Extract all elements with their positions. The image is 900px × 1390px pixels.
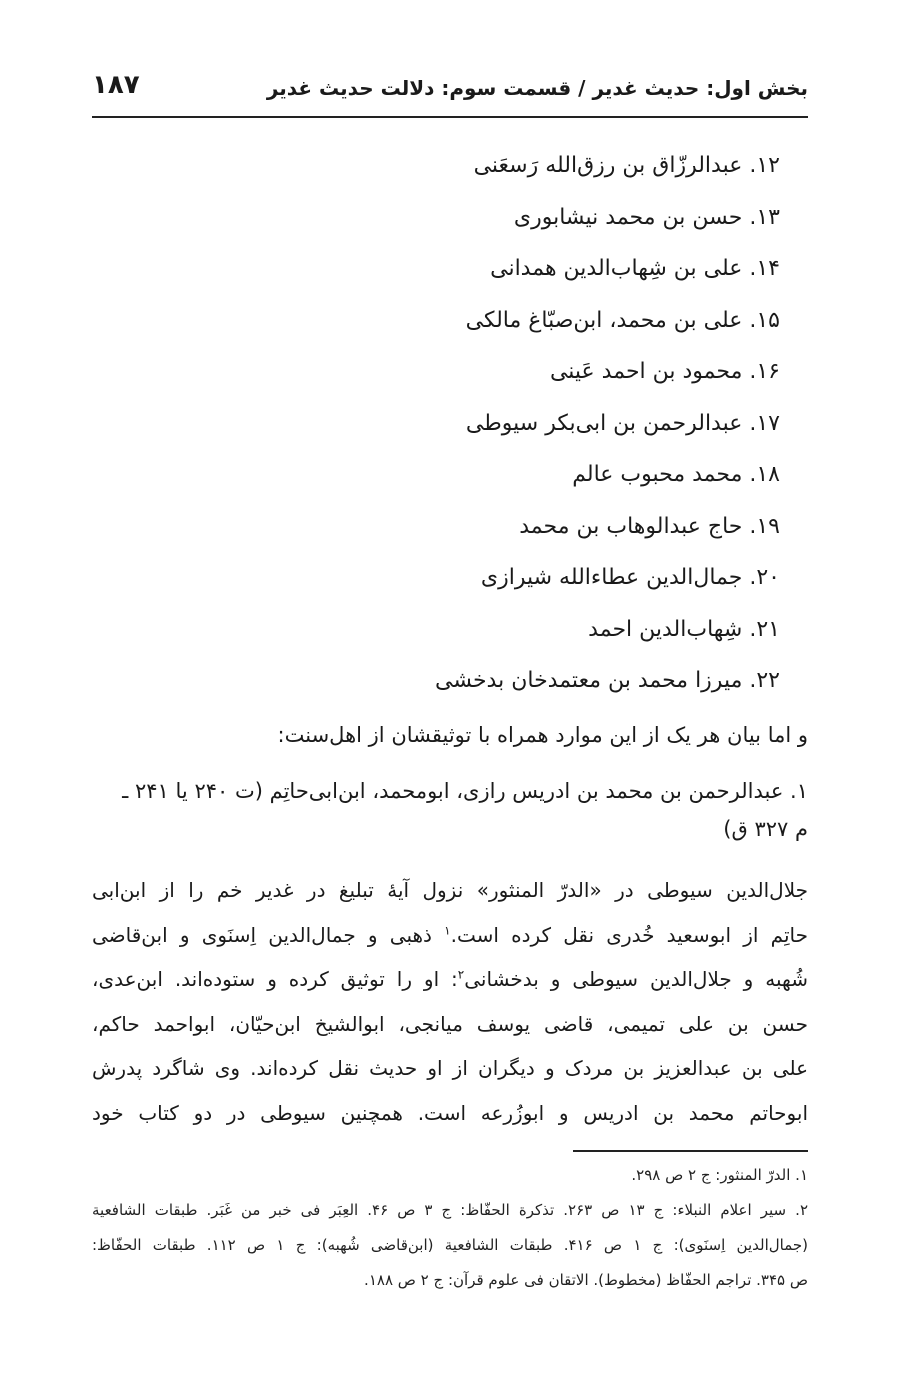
paragraph-text: شُهبه و جلال‌الدین سیوطی و بدخشانی [464, 967, 808, 991]
entry-heading [92, 772, 808, 848]
footnote-line: ۲. سیر اعلام النبلاء: ج ۱۳ ص ۲۶۳. تذکرة الحفّاظ: ج ۳ ص ۴۶. العِبَر فی خبر من غَبَر. طبقات الشافعیة [92, 1201, 809, 1219]
list-item: ۱۷. عبدالرحمن بن ابی‌بکر سیوطی [465, 410, 780, 436]
list-item: ۲۱. شِهاب‌الدین احمد [588, 616, 780, 642]
footnote-ref[interactable]: ۲ [457, 967, 465, 982]
footnote-1: ۱. الدرّ المنثور: ج ۲ ص ۲۹۸. [631, 1166, 808, 1184]
intro-sentence: و اما بیان هر یک از این موارد همراه با توثیقشان از اهل‌سنت: [277, 723, 808, 747]
footnote-2 [92, 1193, 808, 1298]
paragraph-line [92, 913, 808, 958]
footnote-divider [573, 1150, 808, 1152]
list-item: ۱۴. علی بن شِهاب‌الدین همدانی [490, 256, 780, 281]
running-header [92, 66, 808, 118]
paragraph-text: ذهبی و جمال‌الدین اِسنَوی و ابن‌قاضی [92, 922, 445, 947]
footnote-line: ص ۳۴۵. تراجم الحفّاظ (مخطوط). الاتقان فی علوم قرآن: ج ۲ ص ۱۸۸. [364, 1271, 808, 1289]
list-item: ۱۶. محمود بن احمد عَینی [549, 359, 780, 384]
footnote-ref[interactable]: ۱ [444, 922, 451, 937]
list-item: ۱۳. حسن بن محمد نیشابوری [513, 204, 780, 230]
entry-heading-line: ۱. عبدالرحمن بن محمد بن ادریس رازی، ابومحمد، ابن‌ابی‌حاتِم (ت ۲۴۰ یا ۲۴۱ ـ [122, 779, 808, 803]
running-title: بخش اول: حدیث غدیر / قسمت سوم: دلالت حدیث غدیر [266, 76, 808, 100]
paragraph-line: علی بن عبدالعزیز بن مردک و دیگران از او حدیث نقل کرده‌اند. وی شاگرد پدرش [92, 1056, 808, 1080]
body-paragraph [92, 868, 808, 1135]
paragraph-text: : او را توثیق کرده و ستوده‌اند. ابن‌عدی، [92, 967, 458, 991]
entry-heading-line: م ۳۲۷ ق) [723, 817, 808, 841]
list-item: ۲۲. میرزا محمد بن معتمدخان بدخشی [434, 668, 780, 693]
footnote-line: (جمال‌الدین اِسنَوی): ج ۱ ص ۴۱۶. طبقات الشافعیة (ابن‌قاضی شُهبه): ج ۱ ص ۱۱۲. طبقات الحفّاظ: [92, 1236, 808, 1254]
footnotes [92, 1158, 808, 1298]
narrator-list [260, 140, 780, 707]
list-item: ۱۹. حاج عبدالوهاب بن محمد [519, 513, 780, 539]
list-item: ۱۲. عبدالرزّاق بن رزق‌الله رَسعَنی [473, 153, 780, 178]
paragraph-line: ابوحاتم محمد بن ادریس و ابوزُرعه است. همچنین سیوطی در دو کتاب خود [92, 1100, 808, 1125]
paragraph-line [92, 957, 808, 1002]
paragraph-line: جلال‌الدین سیوطی در «الدرّ المنثور» نزول آیهٔ تبلیغ در غدیر خم را از ابن‌ابی [92, 878, 808, 902]
list-item: ۱۸. محمد محبوب عالم [572, 462, 780, 487]
list-item: ۱۵. علی بن محمد، ابن‌صبّاغ مالکی [465, 307, 780, 333]
paragraph-line: حسن بن علی تمیمی، قاضی یوسف میانجی، ابوالشیخ ابن‌حیّان، ابواحمد حاکم، [92, 1011, 808, 1036]
list-item: ۲۰. جمال‌الدین عطاءالله شیرازی [480, 565, 780, 590]
paragraph-text: حاتِم از ابوسعید خُدری نقل کرده است. [450, 922, 808, 947]
page-number: ۱۸۷ [92, 70, 140, 100]
